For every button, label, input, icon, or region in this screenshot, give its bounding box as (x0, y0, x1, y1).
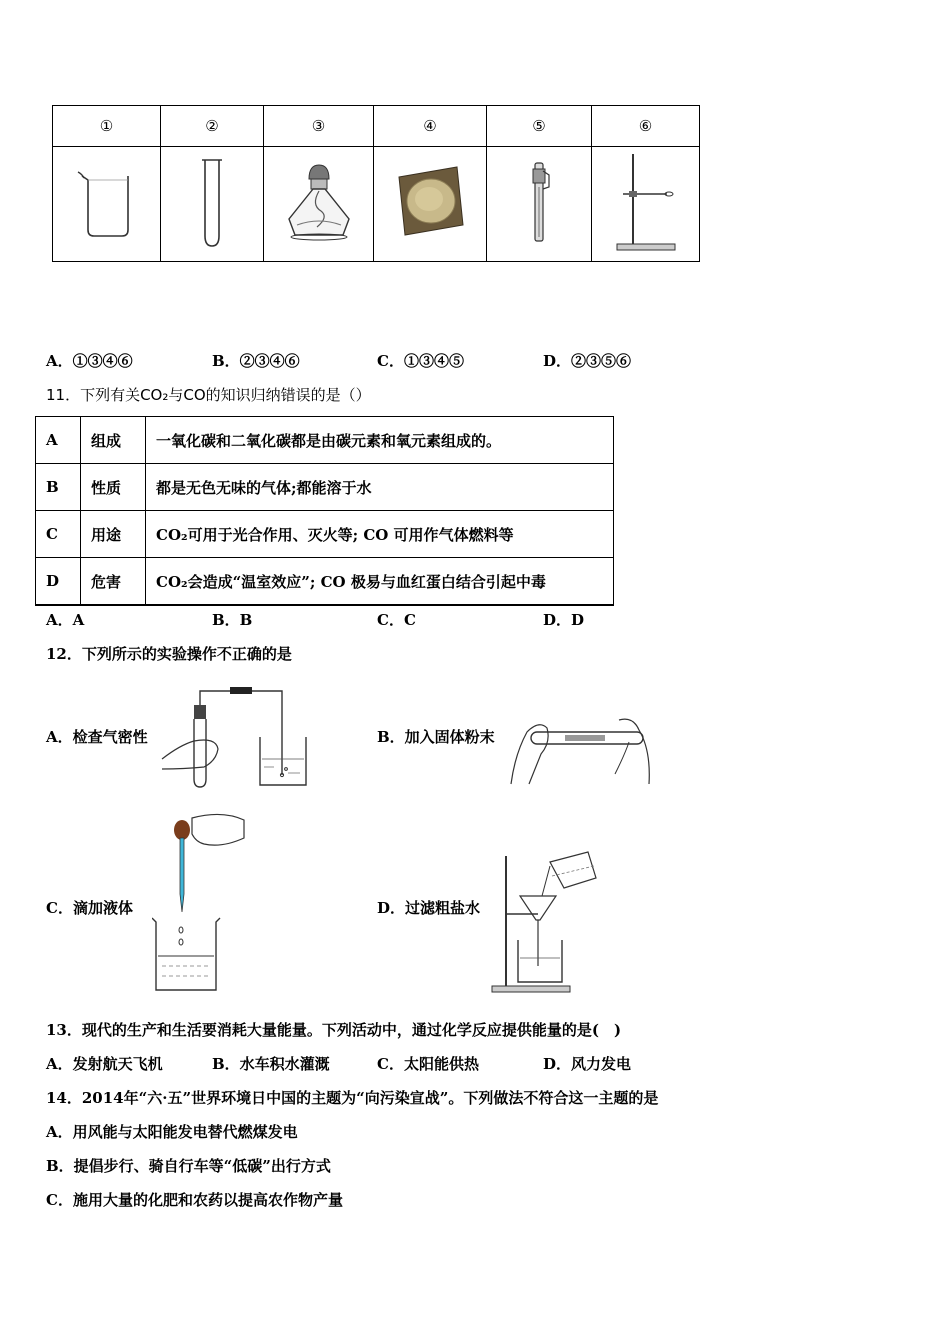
apparatus-cell (264, 147, 374, 262)
q14-option-c[interactable]: C．施用大量的化肥和农药以提高农作物产量 (46, 1191, 343, 1209)
q10-option-d[interactable]: D．②③⑤⑥ (543, 352, 632, 370)
q10-option-c[interactable]: C．①③④⑤ (377, 352, 464, 370)
q11-option-a[interactable]: A．A (46, 611, 85, 629)
table-row (36, 511, 614, 558)
row-letter: B (36, 464, 81, 511)
test-tube-icon (192, 154, 232, 250)
apparatus-header: ① (53, 106, 161, 147)
apparatus-cell (53, 147, 161, 262)
row-category: 组成 (81, 417, 146, 464)
q13-option-b[interactable]: B．水车积水灌溉 (212, 1055, 330, 1073)
row-content: 都是无色无味的气体;都能溶于水 (146, 464, 614, 511)
table-row (36, 464, 614, 511)
q11-option-b[interactable]: B．B (212, 611, 253, 629)
q11-option-d[interactable]: D．D (543, 611, 585, 629)
solid-powder-illustration (505, 714, 655, 790)
q14-option-a[interactable]: A．用风能与太阳能发电替代燃煤发电 (46, 1123, 298, 1141)
apparatus-cell (487, 147, 592, 262)
q13-option-c[interactable]: C．太阳能供热 (377, 1055, 479, 1073)
q11-option-c[interactable]: C．C (377, 611, 416, 629)
q13-option-a[interactable]: A．发射航天飞机 (46, 1055, 163, 1073)
alcohol-lamp-icon (279, 157, 359, 247)
q12-option-b[interactable]: B．加入固体粉末 (377, 728, 495, 746)
test-tube-holder-icon (519, 157, 559, 247)
q11-question: 11．下列有关CO₂与CO的知识归纳错误的是（） (46, 386, 371, 404)
row-letter: C (36, 511, 81, 558)
row-content: 一氧化碳和二氧化碳都是由碳元素和氧元素组成的。 (146, 417, 614, 464)
beaker-icon (72, 162, 142, 242)
row-category: 危害 (81, 558, 146, 606)
apparatus-header: ⑤ (487, 106, 592, 147)
asbestos-gauze-icon (391, 163, 469, 241)
apparatus-cell (161, 147, 264, 262)
airtightness-check-illustration (160, 683, 310, 791)
q14-question: 14．2014年“六·五”世界环境日中国的主题为“向污染宣战”。下列做法不符合这一主题的是 (46, 1089, 659, 1107)
row-letter: A (36, 417, 81, 464)
apparatus-header: ④ (374, 106, 487, 147)
q10-option-b[interactable]: B．②③④⑥ (212, 352, 300, 370)
row-letter: D (36, 558, 81, 606)
table-row (36, 417, 614, 464)
apparatus-header: ② (161, 106, 264, 147)
apparatus-header: ⑥ (592, 106, 700, 147)
table-row (36, 558, 614, 606)
q13-option-d[interactable]: D．风力发电 (543, 1055, 632, 1073)
apparatus-table (52, 105, 700, 262)
iron-stand-icon (611, 150, 681, 254)
q12-option-c[interactable]: C．滴加液体 (46, 899, 133, 917)
q12-question: 12．下列所示的实验操作不正确的是 (46, 645, 292, 663)
row-category: 性质 (81, 464, 146, 511)
q10-option-a[interactable]: A．①③④⑥ (46, 352, 133, 370)
q13-question: 13．现代的生产和生活要消耗大量能量。下列活动中，通过化学反应提供能量的是( ) (46, 1021, 622, 1039)
apparatus-header: ③ (264, 106, 374, 147)
row-category: 用途 (81, 511, 146, 558)
apparatus-cell (374, 147, 487, 262)
q11-table (35, 416, 614, 606)
apparatus-cell (592, 147, 700, 262)
filtration-illustration (490, 846, 600, 996)
q12-option-a[interactable]: A．检查气密性 (46, 728, 148, 746)
drop-liquid-illustration (152, 808, 248, 996)
row-content: CO₂可用于光合作用、灭火等; CO 可用作气体燃料等 (146, 511, 614, 558)
q14-option-b[interactable]: B．提倡步行、骑自行车等“低碳”出行方式 (46, 1157, 331, 1175)
row-content: CO₂会造成“温室效应”; CO 极易与血红蛋白结合引起中毒 (146, 558, 614, 606)
q12-option-d[interactable]: D．过滤粗盐水 (377, 899, 481, 917)
